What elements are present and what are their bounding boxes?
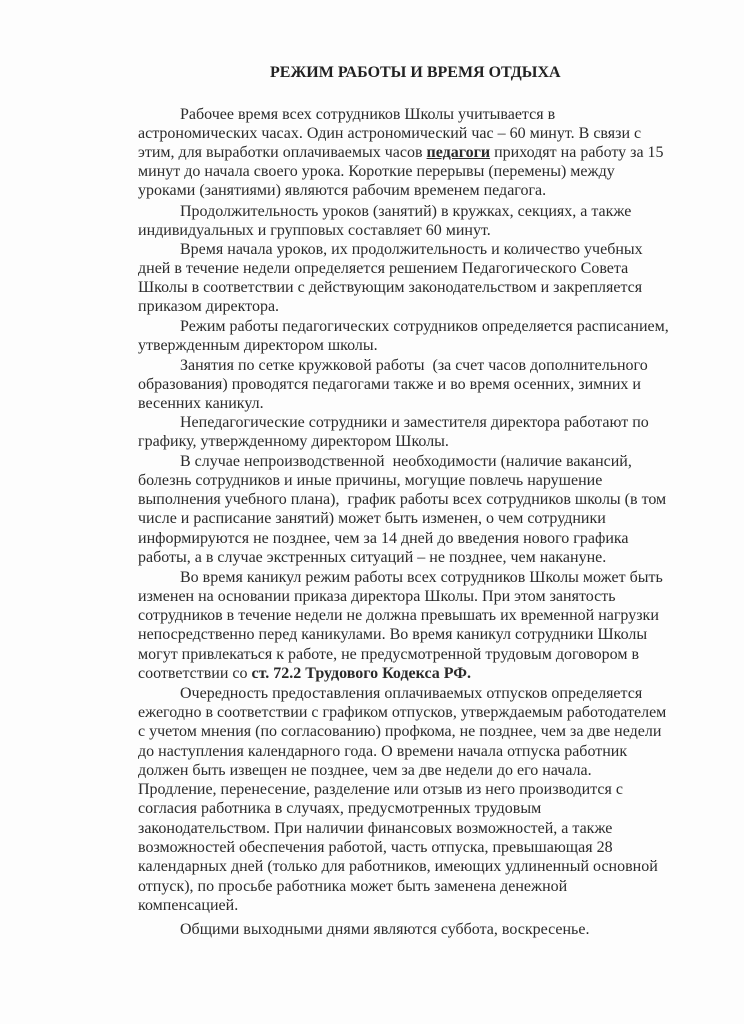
paragraph-7-line: работы, а в случае экстренных ситуаций – не позднее, чем накануне. — [138, 549, 607, 566]
paragraph-10-line: Общими выходными днями являются суббота, воскресенье. — [180, 921, 590, 938]
paragraph-9-line: согласия работника в случаях, предусмотренных трудовым — [138, 800, 542, 817]
paragraph-9-line: должен быть извещен не позднее, чем за две недели до его начала. — [138, 762, 592, 779]
paragraph-6-line: Непедагогические сотрудники и заместителя директора работают по — [180, 414, 649, 431]
law-reference: ст. 72.2 Трудового Кодекса РФ. — [251, 665, 472, 682]
paragraph-9-line: календарных дней (только для работников, имеющих удлиненный основной — [138, 858, 658, 875]
paragraph-1-line: уроками (занятиями) являются рабочим временем педагога. — [138, 182, 547, 199]
paragraph-1-line: минут до начала своего урока. Короткие перерывы (перемены) между — [138, 163, 615, 180]
paragraph-3-line: приказом директора. — [138, 298, 280, 315]
line-text: этим, для выработки оплачиваемых часов — [138, 144, 427, 161]
paragraph-8-line: сотрудников в течение недели не должна превышать их временной нагрузки — [138, 607, 659, 624]
paragraph-8-line — [138, 664, 471, 683]
paragraph-9-line: отпуск), по просьбе работника может быть заменена денежной — [138, 878, 568, 895]
paragraph-5-line: образования) проводятся педагогами также и во время осенних, зимних и — [138, 376, 641, 393]
emphasized-term: педагоги — [426, 144, 491, 161]
paragraph-1-line — [138, 143, 664, 162]
paragraph-3-line: Время начала уроков, их продолжительность и количество учебных — [180, 241, 643, 258]
line-text: соответствии со — [138, 665, 252, 682]
paragraph-9-line: компенсацией. — [138, 897, 239, 914]
paragraph-9-line: законодательством. При наличии финансовых возможностей, а также — [138, 820, 613, 837]
paragraph-7-line: числе и расписание занятий) может быть изменен, о чем сотрудники — [138, 510, 606, 527]
paragraph-9-line: с учетом мнения (по согласованию) профкома, не позднее, чем за две недели — [138, 723, 662, 740]
document-title: РЕЖИМ РАБОТЫ И ВРЕМЯ ОТДЫХА — [270, 64, 561, 81]
paragraph-7-line: болезнь сотрудников и иные причины, могущие повлечь нарушение — [138, 472, 603, 489]
paragraph-2-line: Продолжительность уроков (занятий) в кружках, секциях, а также — [180, 203, 632, 220]
paragraph-5-line: весенних каникул. — [138, 395, 264, 412]
paragraph-8-line: Во время каникул режим работы всех сотрудников Школы может быть — [180, 569, 663, 586]
paragraph-3-line: дней в течение недели определяется решением Педагогического Совета — [138, 260, 629, 277]
paragraph-1-line: астрономических часах. Один астрономический час – 60 минут. В связи с — [138, 125, 642, 142]
line-text: приходят на работу за 15 — [490, 144, 664, 161]
paragraph-9-line: Продление, перенесение, разделение или отзыв из него производится с — [138, 781, 623, 798]
paragraph-4-line: утвержденным директором школы. — [138, 337, 378, 354]
paragraph-5-line: Занятия по сетке кружковой работы (за счет часов дополнительного — [180, 357, 648, 374]
paragraph-4-line: Режим работы педагогических сотрудников определяется расписанием, — [180, 318, 669, 335]
paragraph-7-line: информируются не позднее, чем за 14 дней до введения нового графика — [138, 530, 629, 547]
paragraph-3-line: Школы в соответствии с действующим законодательством и закрепляется — [138, 279, 643, 296]
paragraph-6-line: графику, утвержденному директором Школы. — [138, 433, 449, 450]
paragraph-9-line: ежегодно в соответствии с графиком отпусков, утверждаемым работодателем — [138, 704, 667, 721]
paragraph-9-line: возможностей обеспечения работой, часть отпуска, превышающая 28 — [138, 839, 613, 856]
paragraph-2-line: индивидуальных и групповых составляет 60 минут. — [138, 222, 491, 239]
paragraph-8-line: изменен на основании приказа директора Школы. При этом занятость — [138, 588, 616, 605]
paragraph-7-line: выполнения учебного плана), график работы всех сотрудников школы (в том — [138, 491, 667, 508]
paragraph-8-line: могут привлекаться к работе, не предусмотренной трудовым договором в — [138, 646, 640, 663]
paragraph-9-line: до наступления календарного года. О времени начала отпуска работник — [138, 743, 628, 760]
paragraph-8-line: непосредственно перед каникулами. Во время каникул сотрудники Школы — [138, 626, 648, 643]
paragraph-7-line: В случае непроизводственной необходимости (наличие вакансий, — [180, 453, 632, 470]
paragraph-9-line: Очередность предоставления оплачиваемых отпусков определяется — [180, 685, 643, 702]
paragraph-1-line: Рабочее время всех сотрудников Школы учитывается в — [180, 106, 556, 123]
